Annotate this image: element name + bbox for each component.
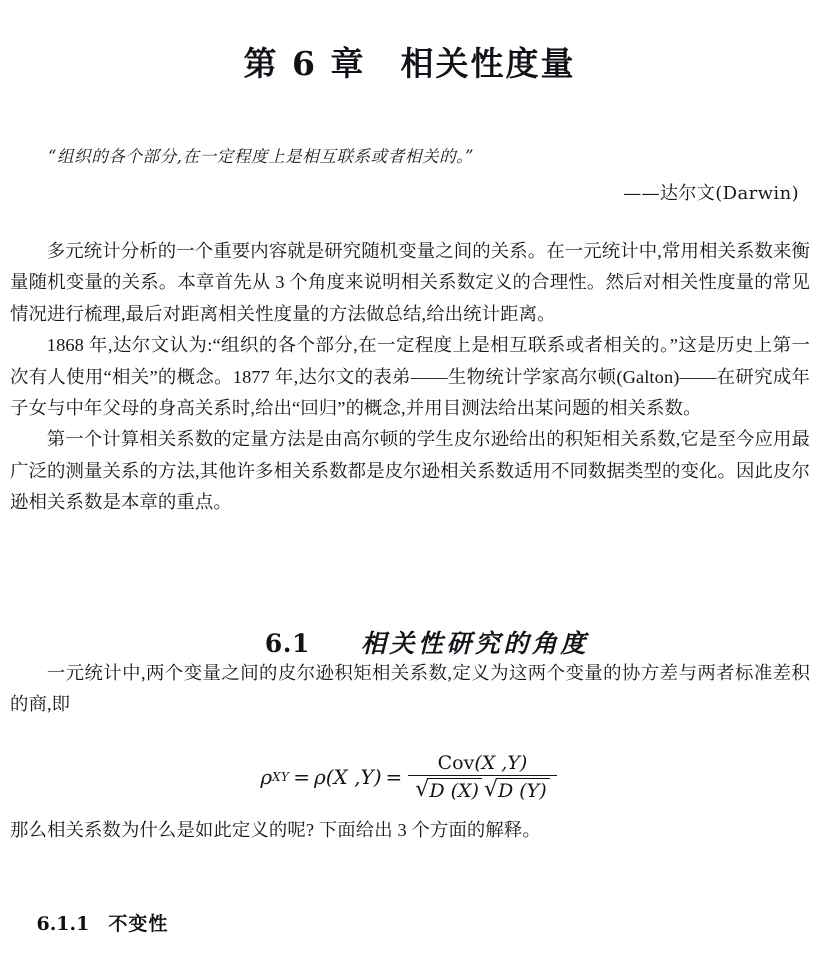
formula-dy: D (Y) [496, 778, 550, 802]
radical-icon: √ [483, 777, 498, 803]
formula-dx: D (X) [427, 778, 482, 802]
formula-numerator [408, 752, 556, 775]
formula-cov-arguments: (X ,Y) [474, 752, 528, 774]
chapter-title: 第 6 章 相关性度量 [243, 44, 576, 84]
formula-cov-label: Cov [437, 752, 475, 774]
section-heading-gap [310, 629, 361, 658]
epigraph-block [48, 144, 807, 208]
formula-fraction [408, 752, 556, 802]
after-formula-paragraph [10, 815, 810, 846]
formula-rho-subscript: XY [272, 770, 290, 785]
paragraph: 第一个计算相关系数的定量方法是由高尔顿的学生皮尔逊给出的积矩相关系数,它是至今应用最广泛的测量关系的方法,其他许多相关系数都是皮尔逊相关系数适用不同数据类型的变化。因此皮尔逊相关系数是本章的重点。 [10, 429, 810, 513]
formula-equals-2: = [385, 765, 403, 790]
intro-paragraphs [10, 236, 810, 519]
radical-icon: √ [415, 777, 430, 803]
paragraph: 1868 年,达尔文认为:“组织的各个部分,在一定程度上是相互联系或者相关的。”这是历史上第一次有人使用“相关”的概念。1877 年,达尔文的表弟——生物统计学家高尔顿(Galton)——在研究成年子女与中年父母的身高关系时,给出“回归”的概念,并用目测法给出某问题的相关系数。 [10, 335, 810, 419]
formula-rho-symbol: ρ [260, 765, 273, 790]
formula-rho-arguments: (X ,Y) [325, 765, 382, 790]
subsection-heading [10, 887, 168, 958]
epigraph-attribution: ——达尔文(Darwin) [623, 183, 799, 204]
section-title: 相关性研究的角度 [360, 628, 589, 658]
formula-pearson-correlation [0, 752, 819, 802]
formula-denominator [408, 776, 556, 802]
paragraph: 一元统计中,两个变量之间的皮尔逊积矩相关系数,定义为这两个变量的协方差与两者标准差积的商,即 [10, 663, 810, 715]
formula-sqrt-dx [415, 778, 482, 802]
subsection-number: 6.1.1 [36, 913, 90, 935]
section-intro-paragraph [10, 658, 810, 721]
formula-equals-1: = [293, 765, 310, 790]
formula-rho-function: ρ [313, 765, 326, 790]
subsection-title: 不变性 [108, 913, 169, 935]
section-number: 6.1 [264, 628, 310, 658]
paragraph: 多元统计分析的一个重要内容就是研究随机变量之间的关系。在一元统计中,常用相关系数来衡量随机变量的关系。本章首先从 3 个角度来说明相关系数定义的合理性。然后对相关性度量的常见情况进行梳理,最后对距离相关性度量的方法做总结,给出统计距离。 [10, 241, 810, 324]
epigraph-quote: “组织的各个部分,在一定程度上是相互联系或者相关的。” [48, 147, 475, 166]
paragraph: 那么相关系数为什么是如此定义的呢? 下面给出 3 个方面的解释。 [10, 820, 541, 840]
subsection-heading-gap [89, 913, 108, 935]
formula-sqrt-dy [484, 778, 550, 802]
